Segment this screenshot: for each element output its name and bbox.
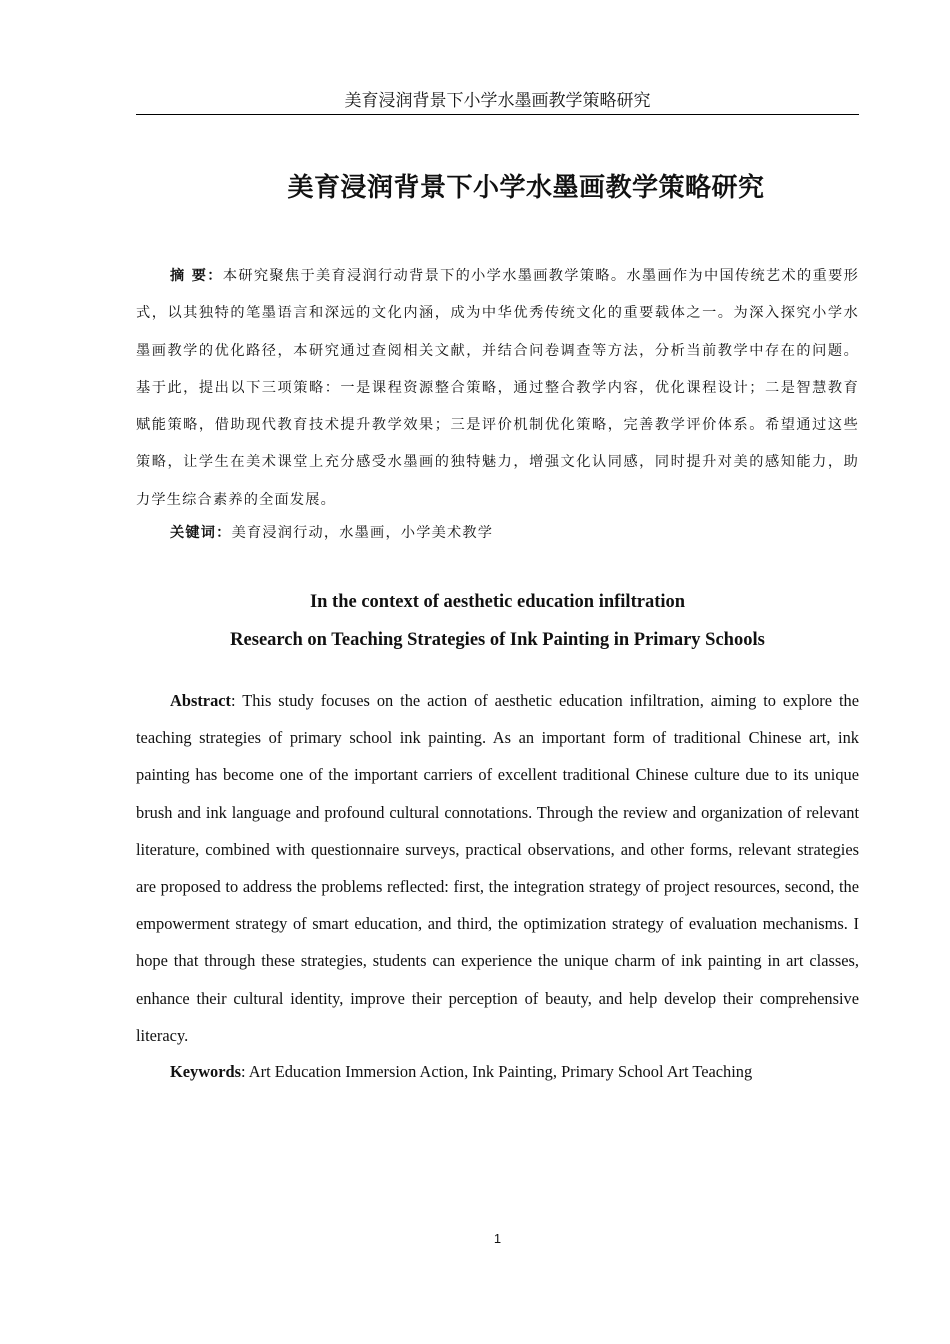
english-keywords-label: Keywords [170,1062,242,1081]
english-title-line-2: Research on Teaching Strategies of Ink Painting in Primary Schools [230,630,765,650]
chinese-abstract-text: 本研究聚焦于美育浸润行动背景下的小学水墨画教学策略。水墨画作为中国传统艺术的重要形式，以其独特的笔墨语言和深远的文化内涵，成为中华优秀传统文化的重要载体之一。为深入探究小学水墨画教学的优化路径，本研究通过查阅相关文献，并结合问卷调查等方法，分析当前教学中存在的问题。基于此，提出以下三项策略：一是课程资源整合策略，通过整合教学内容，优化课程设计；二是智慧教育赋能策略，借助现代教育技术提升教学效果；三是评价机制优化策略，完善教学评价体系。希望通过这些策略，让学生在美术课堂上充分感受水墨画的独特魅力，增强文化认同感，同时提升对美的感知能力，助力学生综合素养的全面发展。 [136,268,860,508]
chinese-keywords-text: 美育浸润行动，水墨画，小学美术教学 [231,525,494,541]
english-abstract-text: : This study focuses on the action of aesthetic education infiltration, aiming to explore the teaching strategies of primary school ink painting. As an important form of traditional Chinese art, ink painting has become one of the important carriers of excellent traditional Chinese culture due to its unique brush and ink language and profound cultural connotations. Through the review and organization of relevant literature, combined with questionnaire surveys, practical observations, and other forms, relevant strategies are proposed to address the problems reflected: first, the integration strategy of project resources, second, the empowerment strategy of smart education, and third, the optimization strategy of evaluation mechanisms. I hope that through these strategies, students can experience the unique charm of ink painting in art classes, enhance their cultural identity, improve their perception of beauty, and help develop their comprehensive literacy. [136,691,859,1045]
english-keywords [136,1053,859,1090]
chinese-title: 美育浸润背景下小学水墨画教学策略研究 [287,173,765,203]
chinese-abstract [136,258,859,519]
chinese-keywords-label: 关键词： [170,525,232,541]
english-title-line-1: In the context of aesthetic education infiltration [309,592,686,612]
english-abstract [136,682,859,1054]
chinese-abstract-label: 摘 要： [170,268,223,284]
chinese-keywords [136,515,859,552]
page-number: 1 [493,1231,502,1246]
english-keywords-text: : Art Education Immersion Action, Ink Painting, Primary School Art Teaching [241,1062,753,1081]
english-abstract-label: Abstract [170,691,231,710]
running-header: 美育浸润背景下小学水墨画教学策略研究 [136,88,859,115]
